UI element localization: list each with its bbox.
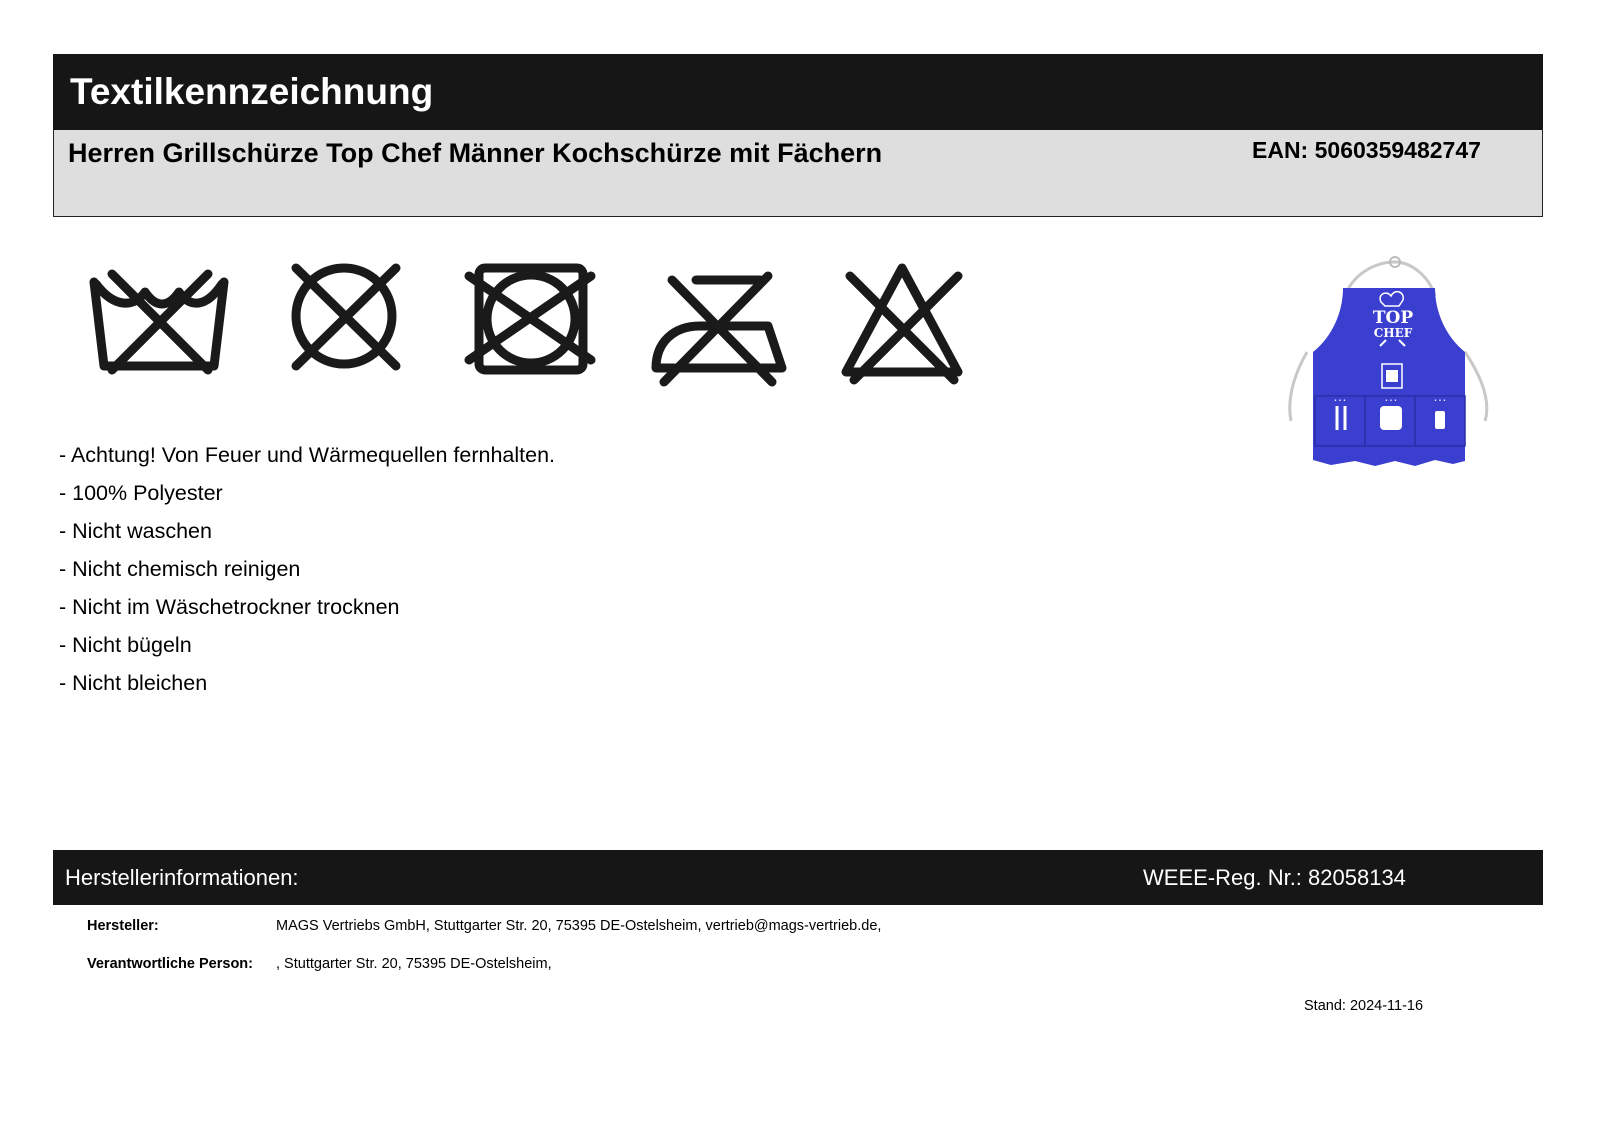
no-tumble-dry-icon	[463, 262, 603, 382]
responsible-person-value: , Stuttgarter Str. 20, 75395 DE-Ostelsheim,	[276, 956, 552, 972]
stand-date: Stand: 2024-11-16	[1304, 998, 1424, 1014]
note-item: - Nicht bügeln	[59, 633, 192, 657]
apron-image	[1285, 256, 1495, 481]
note-item: - Nicht bleichen	[59, 671, 208, 695]
hersteller-value: MAGS Vertriebs GmbH, Stuttgarter Str. 20, 75395 DE-Ostelsheim, vertrieb@mags-vertrieb.de,	[276, 918, 882, 934]
title-bar	[53, 54, 1543, 130]
note-item: - Nicht im Wäschetrockner trocknen	[59, 595, 400, 619]
manufacturer-bar	[53, 850, 1543, 905]
note-item: - Nicht waschen	[59, 519, 212, 543]
no-dry-cleaning-icon	[286, 262, 406, 382]
manufacturer-section-title: Herstellerinformationen:	[65, 865, 299, 890]
svg-text:• • •: • • •	[1433, 398, 1447, 404]
apron-text-bottom: CHEF	[1373, 326, 1413, 340]
product-name: Herren Grillschürze Top Chef Männer Kochschürze mit Fächern	[68, 138, 883, 168]
no-ironing-icon	[650, 262, 790, 392]
responsible-person-label: Verantwortliche Person:	[87, 956, 253, 972]
care-symbols	[88, 262, 998, 392]
hersteller-label: Hersteller:	[87, 918, 159, 934]
apron-text-top: TOP	[1372, 308, 1414, 328]
ean-code: EAN: 5060359482747	[1252, 137, 1481, 163]
weee-number: WEEE-Reg. Nr.: 82058134	[1143, 865, 1406, 890]
no-washing-icon	[88, 262, 233, 382]
care-notes	[59, 436, 555, 702]
page-title: Textilkennzeichnung	[70, 71, 434, 112]
product-bar	[53, 130, 1543, 217]
svg-text:• • •: • • •	[1384, 398, 1398, 404]
note-item: - Nicht chemisch reinigen	[59, 557, 301, 581]
svg-text:• • •: • • •	[1333, 398, 1347, 404]
note-item: - 100% Polyester	[59, 481, 223, 505]
note-item: - Achtung! Von Feuer und Wärmequellen fernhalten.	[59, 443, 556, 467]
no-bleaching-icon	[840, 262, 970, 392]
